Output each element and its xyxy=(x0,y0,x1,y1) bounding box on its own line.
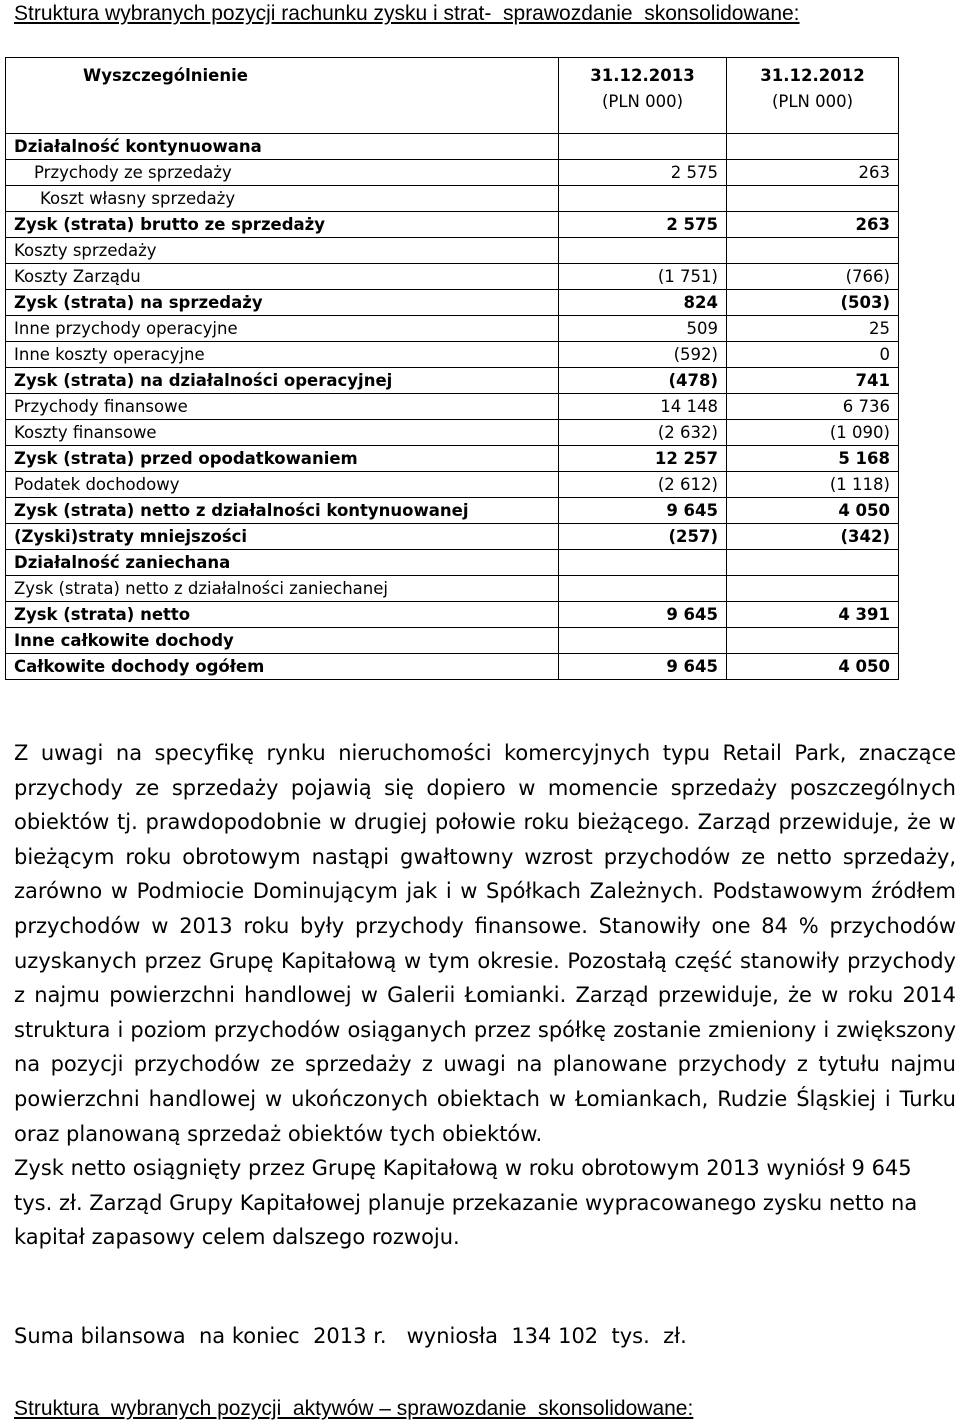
row-label: Zysk (strata) netto z działalności zaniechanej xyxy=(6,576,559,602)
row-label: Koszt własny sprzedaży xyxy=(6,186,559,212)
value-2012: 5 168 xyxy=(727,446,899,472)
value-2013: 12 257 xyxy=(559,446,727,472)
row-label: Całkowite dochody ogółem xyxy=(6,654,559,680)
table-row xyxy=(6,264,899,290)
header-year-2013: 31.12.2013 xyxy=(590,66,695,85)
value-2013: 9 645 xyxy=(559,498,727,524)
row-label: Zysk (strata) netto z działalności kontynuowanej xyxy=(6,498,559,524)
value-2013 xyxy=(559,238,727,264)
header-unit-2012: (PLN 000) xyxy=(771,92,854,111)
value-2012: 741 xyxy=(727,368,899,394)
table-row xyxy=(6,602,899,628)
value-2013: 9 645 xyxy=(559,602,727,628)
table-row xyxy=(6,134,899,160)
value-2012: 263 xyxy=(727,212,899,238)
header-label: Wyszczególnienie xyxy=(6,58,559,134)
table-row xyxy=(6,472,899,498)
value-2012: 263 xyxy=(727,160,899,186)
value-2012: 4 391 xyxy=(727,602,899,628)
table-row xyxy=(6,498,899,524)
table-row xyxy=(6,160,899,186)
value-2013: (592) xyxy=(559,342,727,368)
table-row xyxy=(6,524,899,550)
table-row xyxy=(6,394,899,420)
value-2012: (766) xyxy=(727,264,899,290)
row-label: Zysk (strata) na działalności operacyjnej xyxy=(6,368,559,394)
value-2012 xyxy=(727,186,899,212)
income-statement-table xyxy=(5,57,899,680)
value-2012 xyxy=(727,628,899,654)
row-label: Zysk (strata) przed opodatkowaniem xyxy=(6,446,559,472)
balance-sheet-total: Suma bilansowa na koniec 2013 r. wyniosła 134 102 tys. zł. xyxy=(14,1324,687,1348)
value-2012: (1 090) xyxy=(727,420,899,446)
table-row xyxy=(6,654,899,680)
value-2013: 509 xyxy=(559,316,727,342)
row-label: Zysk (strata) na sprzedaży xyxy=(6,290,559,316)
row-label: Koszty sprzedaży xyxy=(6,238,559,264)
row-label: Koszty Zarządu xyxy=(6,264,559,290)
value-2013 xyxy=(559,134,727,160)
header-col-2012 xyxy=(727,58,899,134)
value-2013 xyxy=(559,186,727,212)
value-2013: 14 148 xyxy=(559,394,727,420)
row-label: (Zyski)straty mniejszości xyxy=(6,524,559,550)
row-label: Koszty finansowe xyxy=(6,420,559,446)
row-label: Przychody finansowe xyxy=(6,394,559,420)
row-label: Inne koszty operacyjne xyxy=(6,342,559,368)
table-row xyxy=(6,238,899,264)
value-2012 xyxy=(727,134,899,160)
table-header-row xyxy=(6,58,899,134)
value-2013: (2 612) xyxy=(559,472,727,498)
table-row xyxy=(6,628,899,654)
value-2012 xyxy=(727,550,899,576)
table-row xyxy=(6,368,899,394)
value-2012: 0 xyxy=(727,342,899,368)
header-unit-2013: (PLN 000) xyxy=(601,92,684,111)
table-row xyxy=(6,576,899,602)
table-row xyxy=(6,290,899,316)
value-2013: (257) xyxy=(559,524,727,550)
section-title-assets: Struktura wybranych pozycji aktywów – sprawozdanie skonsolidowane: xyxy=(14,1397,694,1420)
row-label: Działalność kontynuowana xyxy=(6,134,559,160)
value-2013 xyxy=(559,576,727,602)
value-2013: 824 xyxy=(559,290,727,316)
table-row xyxy=(6,446,899,472)
table-row xyxy=(6,342,899,368)
value-2012: 4 050 xyxy=(727,654,899,680)
value-2012: 6 736 xyxy=(727,394,899,420)
paragraph-net-profit: Zysk netto osiągnięty przez Grupę Kapitałową w roku obrotowym 2013 wyniósł 9 645 tys. zł. Zarząd Grupy Kapitałowej planuje przekazanie wypracowanego zysku netto na kapitał zapasowy celem dalszego rozwoju. xyxy=(14,1156,918,1250)
value-2013 xyxy=(559,550,727,576)
value-2013: 2 575 xyxy=(559,212,727,238)
value-2013: 2 575 xyxy=(559,160,727,186)
row-label: Inne przychody operacyjne xyxy=(6,316,559,342)
table-row xyxy=(6,212,899,238)
value-2012 xyxy=(727,238,899,264)
value-2012: (503) xyxy=(727,290,899,316)
header-year-2012: 31.12.2012 xyxy=(760,66,865,85)
table-row xyxy=(6,420,899,446)
row-label: Przychody ze sprzedaży xyxy=(6,160,559,186)
row-label: Inne całkowite dochody xyxy=(6,628,559,654)
value-2012: 4 050 xyxy=(727,498,899,524)
value-2013 xyxy=(559,628,727,654)
commentary-text xyxy=(14,736,956,1255)
table-row xyxy=(6,316,899,342)
value-2012: (1 118) xyxy=(727,472,899,498)
value-2012: 25 xyxy=(727,316,899,342)
section-title-income-statement: Struktura wybranych pozycji rachunku zysku i strat- sprawozdanie skonsolidowane: xyxy=(14,2,800,25)
value-2012: (342) xyxy=(727,524,899,550)
table-row xyxy=(6,550,899,576)
header-col-2013 xyxy=(559,58,727,134)
row-label: Zysk (strata) brutto ze sprzedaży xyxy=(6,212,559,238)
value-2013: 9 645 xyxy=(559,654,727,680)
value-2013: (2 632) xyxy=(559,420,727,446)
value-2013: (1 751) xyxy=(559,264,727,290)
value-2012 xyxy=(727,576,899,602)
row-label: Zysk (strata) netto xyxy=(6,602,559,628)
row-label: Działalność zaniechana xyxy=(6,550,559,576)
paragraph-revenue-outlook: Z uwagi na specyfikę rynku nieruchomości komercyjnych typu Retail Park, znaczące przychody ze sprzedaży pojawią się dopiero w momencie sprzedaży poszczególnych obiektów tj. prawdopodobnie w drugiej połowie roku bieżącego. Zarząd przewiduje, że w bieżącym roku obrotowym nastąpi gwałtowny wzrost przychodów ze netto sprzedaży, zarówno w Podmiocie Dominującym jak i w Spółkach Zależnych. Podstawowym źródłem przychodów w 2013 roku były przychody finansowe. Stanowiły one 84 % przychodów uzyskanych przez Grupę Kapitałową w tym okresie. Pozostałą część stanowiły przychody z najmu powierzchni handlowej w Galerii Łomianki. Zarząd przewiduje, że w roku 2014 struktura i poziom przychodów osiąganych przez spółkę zostanie zmieniony i zwiększony na pozycji przychodów ze sprzedaży z uwagi na planowane przychody z tytułu najmu powierzchni handlowej w ukończonych obiektach w Łomiankach, Rudzie Śląskiej i Turku oraz planowaną sprzedaż obiektów tych obiektów. xyxy=(14,741,956,1146)
row-label: Podatek dochodowy xyxy=(6,472,559,498)
value-2013: (478) xyxy=(559,368,727,394)
table-row xyxy=(6,186,899,212)
